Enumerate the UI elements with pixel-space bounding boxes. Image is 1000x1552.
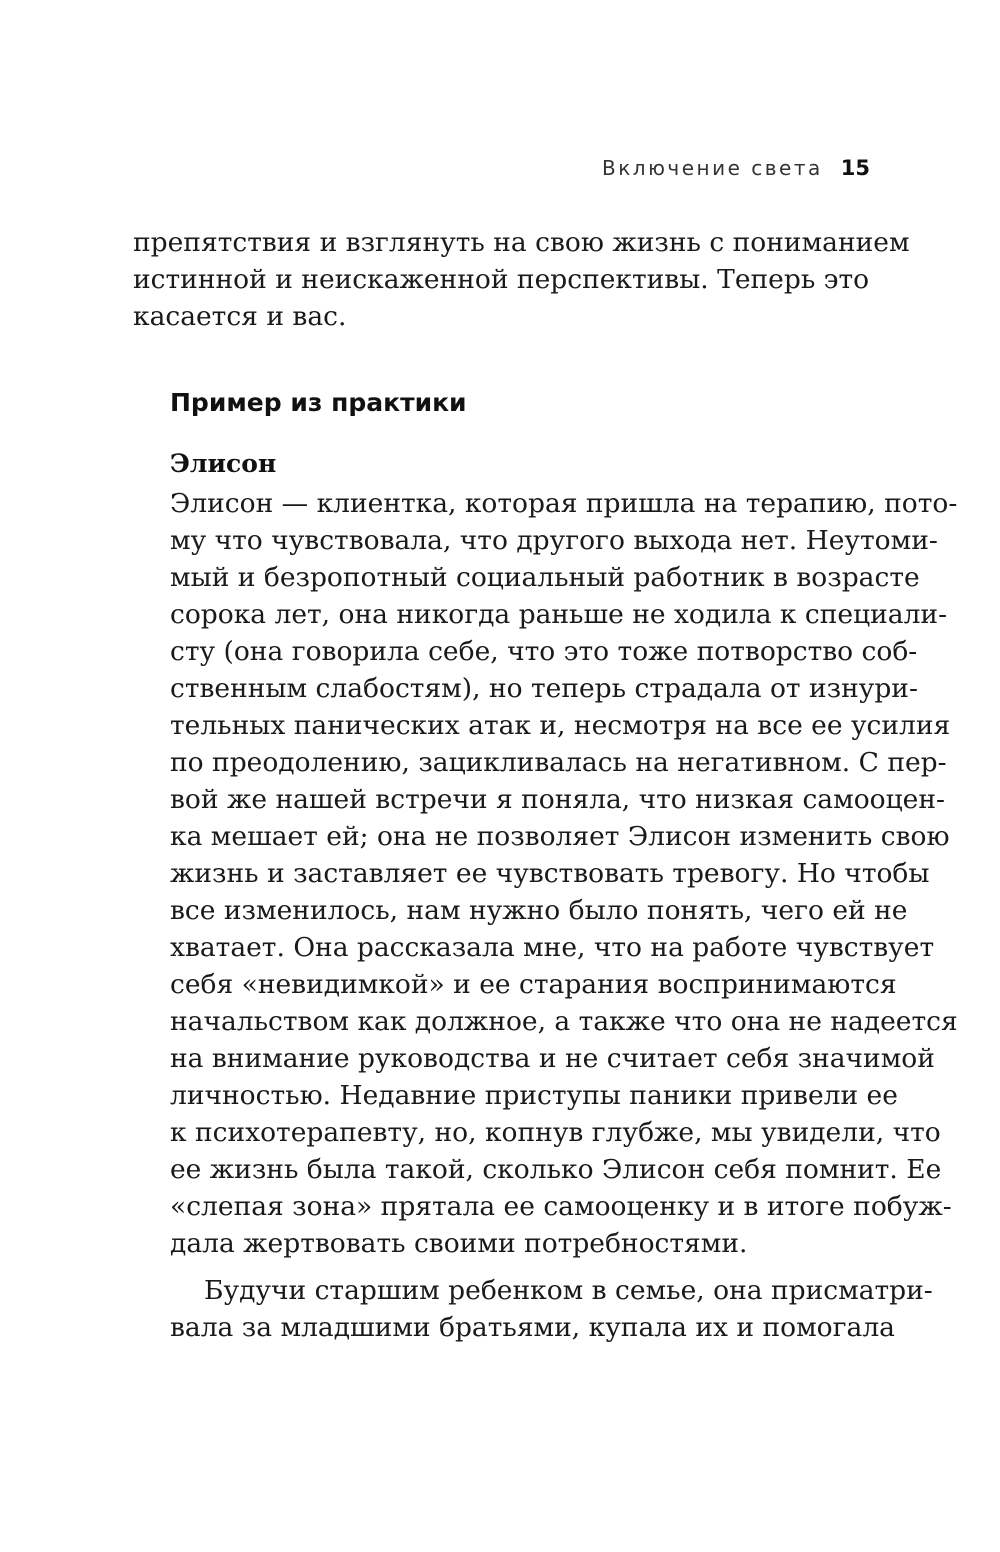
body-line: мый и безропотный социальный работник в возрасте (170, 562, 920, 593)
body-line: Будучи старшим ребенком в семье, она присматри- (204, 1275, 933, 1306)
body-line: личностью. Недавние приступы паники привели ее (170, 1080, 898, 1111)
intro-line: касается и вас. (133, 301, 347, 332)
body-line: ка мешает ей; она не позволяет Элисон изменить свою (170, 821, 950, 852)
body-line: му что чувствовала, что другого выхода нет. Неутоми- (170, 525, 938, 556)
body-line: хватает. Она рассказала мне, что на работе чувствует (170, 932, 935, 963)
body-line: начальством как должное, а также что она не надеется (170, 1006, 958, 1037)
running-title: Включение света (601, 156, 823, 180)
body-line: ственным слабостям), но теперь страдала от изнури- (170, 673, 918, 704)
body-line: сту (она говорила себе, что это тоже потворство соб- (170, 636, 918, 667)
running-header (602, 156, 870, 180)
case-study-subheading: Элисон (170, 449, 277, 478)
body-line: вой же нашей встречи я поняла, что низкая самооцен- (170, 784, 945, 815)
body-line: тельных панических атак и, несмотря на все ее усилия (170, 710, 951, 741)
intro-line: препятствия и взглянуть на свою жизнь с пониманием (133, 227, 910, 258)
body-line: «слепая зона» прятала ее самооценку и в итоге побуж- (170, 1191, 952, 1222)
body-line: себя «невидимкой» и ее старания воспринимаются (170, 969, 897, 1000)
body-line: дала жертвовать своими потребностями. (170, 1228, 748, 1259)
page-number: 15 (840, 156, 870, 180)
body-line: по преодолению, зацикливалась на негативном. С пер- (170, 747, 947, 778)
body-line: ее жизнь была такой, сколько Элисон себя помнит. Ее (170, 1154, 942, 1185)
body-line: вала за младшими братьями, купала их и помогала (170, 1312, 895, 1343)
body-line: все изменилось, нам нужно было понять, чего ей не (170, 895, 908, 926)
body-line: жизнь и заставляет ее чувствовать тревогу. Но чтобы (170, 858, 930, 889)
case-study-heading: Пример из практики (170, 388, 467, 417)
body-line: к психотерапевту, но, копнув глубже, мы увидели, что (170, 1117, 941, 1148)
body-line: сорока лет, она никогда раньше не ходила к специали- (170, 599, 948, 630)
intro-line: истинной и неискаженной перспективы. Теперь это (133, 264, 870, 295)
body-line: Элисон — клиентка, которая пришла на терапию, пото- (170, 488, 958, 519)
body-line: на внимание руководства и не считает себя значимой (170, 1043, 935, 1074)
